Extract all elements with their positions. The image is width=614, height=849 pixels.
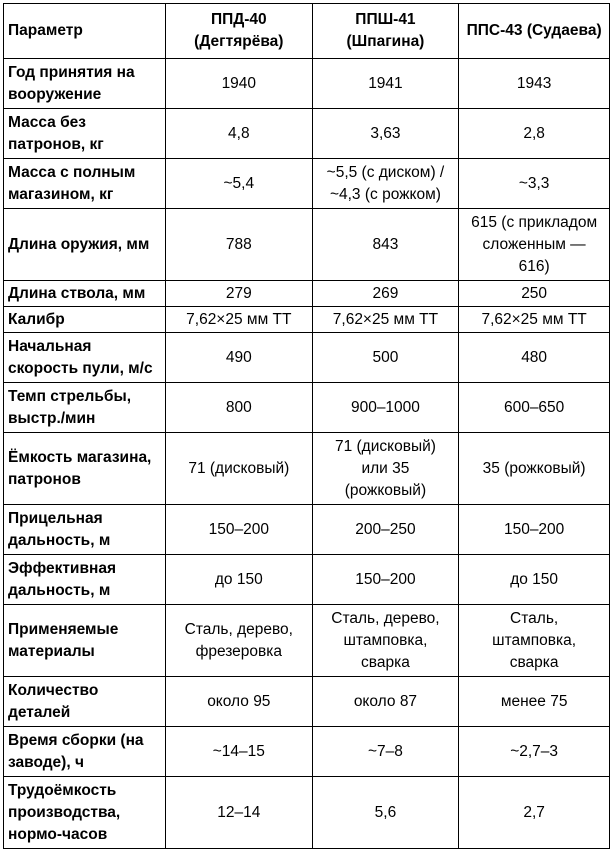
comparison-table: [3, 3, 610, 849]
table-cell: [459, 383, 610, 433]
cell-line: штамповка,: [492, 631, 577, 649]
header-pps-43: ППС-43 (Судаева): [459, 4, 610, 59]
table-cell: [459, 307, 610, 333]
row-label: [4, 281, 166, 307]
cell-line: 150–200: [355, 570, 416, 588]
row-label-line: Длина ствола, мм: [8, 284, 146, 302]
cell-line: 1941: [368, 74, 403, 92]
table-cell: [459, 505, 610, 555]
row-label-line: Время сборки (на: [8, 731, 144, 749]
table-cell: [312, 333, 459, 383]
cell-line: сварка: [509, 653, 559, 671]
table-row: [4, 333, 610, 383]
table-cell: [166, 383, 313, 433]
cell-line: 71 (дисковый): [334, 437, 436, 455]
table-cell: [312, 59, 459, 109]
cell-line: 3,63: [370, 124, 401, 142]
row-label: [4, 59, 166, 109]
table-cell: [459, 281, 610, 307]
table-cell: [312, 159, 459, 209]
cell-line: 279: [225, 284, 252, 302]
table-cell: [312, 777, 459, 849]
table-cell: [312, 433, 459, 505]
cell-line: фрезеровка: [195, 642, 283, 660]
table-cell: [166, 109, 313, 159]
row-label-line: Применяемые: [8, 620, 119, 638]
cell-line: 600–650: [503, 398, 565, 416]
cell-line: ~5,4: [223, 174, 255, 192]
row-label-line: материалы: [8, 642, 95, 660]
row-label: [4, 159, 166, 209]
table-row: [4, 505, 610, 555]
cell-line: (рожковый): [344, 481, 427, 499]
cell-line: 616): [518, 257, 550, 275]
header-ppd-40-designer: (Дегтярёва): [194, 33, 284, 50]
row-label-line: патронов, кг: [8, 135, 104, 153]
cell-line: 2,8: [523, 124, 545, 142]
cell-line: штамповка,: [343, 631, 428, 649]
table-cell: [312, 505, 459, 555]
row-label-line: Калибр: [8, 310, 65, 328]
row-label-line: Темп стрельбы,: [8, 387, 132, 405]
table-row: [4, 307, 610, 333]
table-cell: [312, 383, 459, 433]
row-label: [4, 383, 166, 433]
row-label: [4, 555, 166, 605]
row-label-line: Ёмкость магазина,: [8, 448, 152, 466]
cell-line: или 35: [361, 459, 410, 477]
table-row: [4, 383, 610, 433]
cell-line: Сталь, дерево,: [331, 609, 440, 627]
cell-line: 900–1000: [350, 398, 420, 416]
table-cell: [312, 727, 459, 777]
table-cell: [166, 727, 313, 777]
row-label-line: дальность, м: [8, 531, 111, 549]
header-parameter: Параметр: [4, 4, 166, 59]
table-cell: [312, 307, 459, 333]
row-label-line: нормо-часов: [8, 825, 108, 843]
row-label: [4, 605, 166, 677]
table-row: [4, 209, 610, 281]
table-cell: [166, 555, 313, 605]
table-body: [4, 59, 610, 849]
row-label-line: скорость пули, м/с: [8, 359, 153, 377]
row-label-line: Эффективная: [8, 559, 117, 577]
cell-line: ~14–15: [212, 742, 265, 760]
cell-line: около 95: [207, 692, 271, 710]
row-label-line: дальность, м: [8, 581, 111, 599]
header-ppsh-41-name: ППШ-41: [355, 11, 416, 28]
table-cell: [459, 209, 610, 281]
cell-line: 480: [521, 348, 548, 366]
table-cell: [459, 333, 610, 383]
table-row: [4, 677, 610, 727]
row-label-line: заводе), ч: [8, 753, 84, 771]
table-cell: [312, 605, 459, 677]
cell-line: 150–200: [503, 520, 565, 538]
row-label: [4, 109, 166, 159]
cell-line: ~7–8: [367, 742, 403, 760]
header-ppd-40-name: ППД-40: [210, 11, 267, 28]
cell-line: до 150: [214, 570, 263, 588]
table-cell: [166, 677, 313, 727]
cell-line: 250: [521, 284, 548, 302]
cell-line: 5,6: [374, 803, 397, 821]
cell-line: 615 (с прикладом: [471, 213, 598, 231]
table-cell: [459, 59, 610, 109]
table-cell: [166, 605, 313, 677]
cell-line: ~2,7–3: [510, 742, 559, 760]
header-row: [4, 4, 610, 59]
cell-line: менее 75: [500, 692, 568, 710]
cell-line: ~4,3 (с рожком): [329, 185, 441, 203]
table-cell: [312, 677, 459, 727]
cell-line: 800: [225, 398, 252, 416]
row-label-line: Масса без: [8, 113, 86, 131]
table-cell: [166, 209, 313, 281]
cell-line: 7,62×25 мм ТТ: [332, 310, 439, 328]
cell-line: 2,7: [523, 803, 545, 821]
row-label-line: магазином, кг: [8, 185, 114, 203]
row-label-line: патронов: [8, 470, 81, 488]
row-label: [4, 433, 166, 505]
cell-line: 4,8: [228, 124, 250, 142]
table-row: [4, 605, 610, 677]
cell-line: ~5,5 (с диском) /: [326, 163, 445, 181]
table-cell: [166, 333, 313, 383]
table-cell: [459, 777, 610, 849]
row-label: [4, 777, 166, 849]
row-label-line: производства,: [8, 803, 121, 821]
cell-line: 1943: [516, 74, 552, 92]
table-cell: [459, 555, 610, 605]
row-label-line: Прицельная: [8, 509, 103, 527]
cell-line: 35 (рожковый): [482, 459, 586, 477]
row-label-line: вооружение: [8, 85, 102, 103]
row-label-line: Масса с полным: [8, 163, 136, 181]
table-cell: [312, 209, 459, 281]
row-label-line: выстр./мин: [8, 409, 96, 427]
table-cell: [166, 505, 313, 555]
cell-line: 843: [372, 235, 399, 253]
row-label: [4, 209, 166, 281]
table-row: [4, 433, 610, 505]
table-cell: [166, 59, 313, 109]
table-cell: [166, 159, 313, 209]
row-label-line: Год принятия на: [8, 63, 135, 81]
row-label-line: деталей: [8, 703, 71, 721]
table-cell: [166, 433, 313, 505]
table-row: [4, 727, 610, 777]
table-row: [4, 555, 610, 605]
table-cell: [312, 281, 459, 307]
cell-line: до 150: [510, 570, 559, 588]
table-cell: [166, 777, 313, 849]
cell-line: 200–250: [355, 520, 416, 538]
cell-line: 71 (дисковый): [188, 459, 290, 477]
row-label: [4, 677, 166, 727]
table-cell: [166, 281, 313, 307]
cell-line: сварка: [361, 653, 410, 671]
table-cell: [166, 307, 313, 333]
cell-line: сложенным —: [482, 235, 586, 253]
cell-line: 150–200: [208, 520, 269, 538]
cell-line: 500: [372, 348, 399, 366]
table-cell: [459, 109, 610, 159]
table-row: [4, 281, 610, 307]
table-row: [4, 777, 610, 849]
table-cell: [312, 109, 459, 159]
cell-line: 7,62×25 мм ТТ: [481, 310, 587, 328]
cell-line: 1940: [221, 74, 257, 92]
cell-line: около 87: [353, 692, 418, 710]
cell-line: 7,62×25 мм ТТ: [186, 310, 292, 328]
table-cell: [459, 433, 610, 505]
table-cell: [459, 727, 610, 777]
table-row: [4, 159, 610, 209]
table-row: [4, 59, 610, 109]
row-label-line: Трудоёмкость: [8, 781, 117, 799]
row-label-line: Начальная: [8, 337, 92, 355]
cell-line: 12–14: [217, 803, 261, 821]
row-label-line: Длина оружия, мм: [8, 235, 150, 253]
cell-line: ~3,3: [518, 174, 550, 192]
row-label-line: Количество: [8, 681, 99, 699]
row-label: [4, 505, 166, 555]
cell-line: 788: [225, 235, 252, 253]
header-ppsh-41: [312, 4, 459, 59]
row-label: [4, 307, 166, 333]
row-label: [4, 727, 166, 777]
table-cell: [459, 159, 610, 209]
header-ppsh-41-designer: (Шпагина): [346, 33, 425, 50]
table-cell: [459, 677, 610, 727]
cell-line: 269: [372, 284, 399, 302]
cell-line: 490: [225, 348, 252, 366]
table-cell: [312, 555, 459, 605]
table-cell: [459, 605, 610, 677]
header-ppd-40: [166, 4, 313, 59]
row-label: [4, 333, 166, 383]
table-row: [4, 109, 610, 159]
cell-line: Сталь,: [510, 609, 559, 627]
cell-line: Сталь, дерево,: [184, 620, 293, 638]
